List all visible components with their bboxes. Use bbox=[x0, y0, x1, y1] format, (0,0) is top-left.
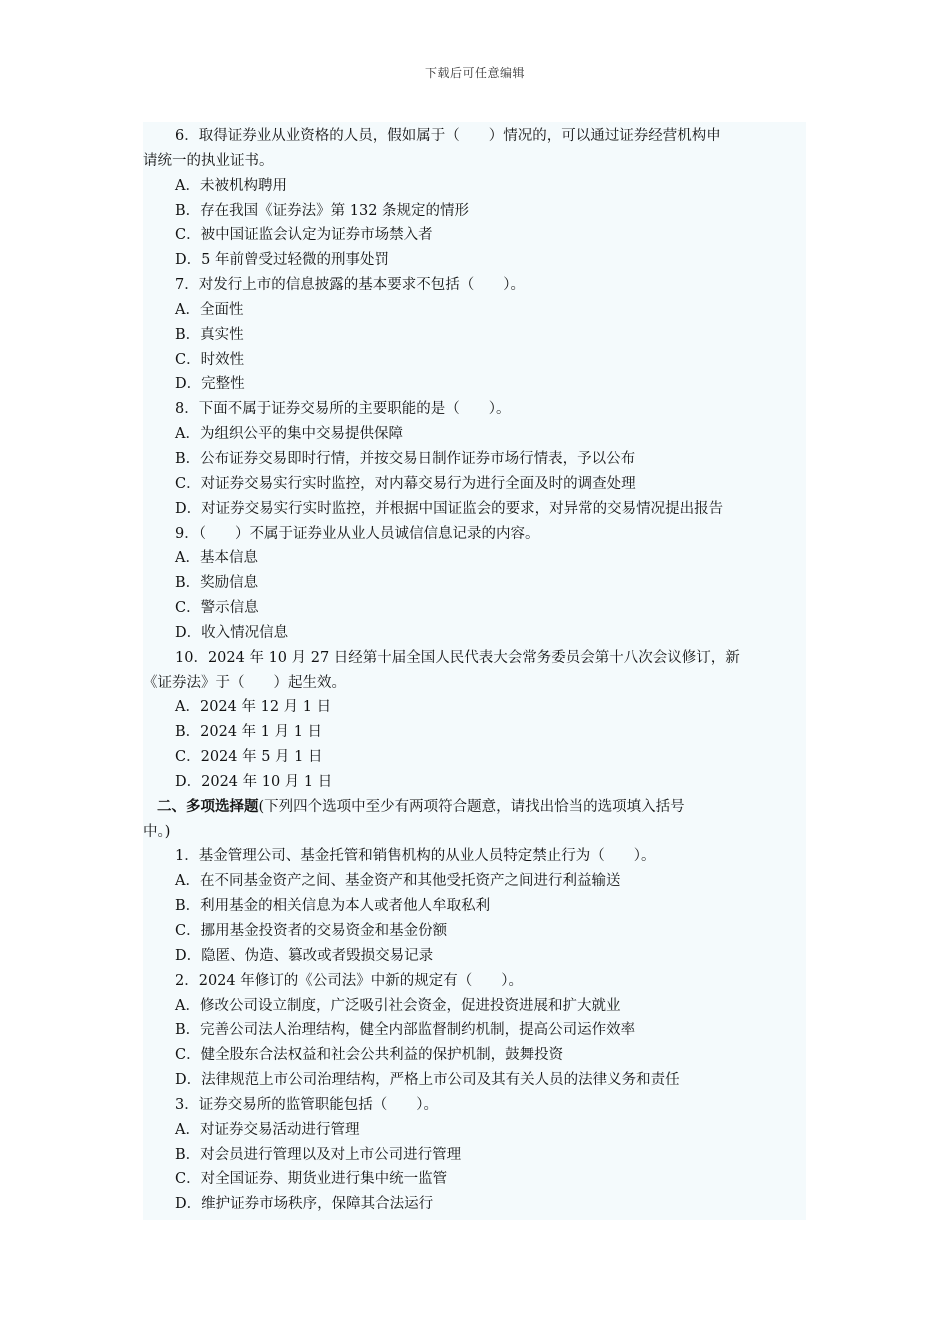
q9-stem: 9．（ ）不属于证券业从业人员诚信信息记录的内容。 bbox=[175, 525, 540, 542]
mq3-option-a: A．对证券交易活动进行管理 bbox=[175, 1121, 360, 1138]
mq1-option-a: A．在不同基金资产之间、基金资产和其他受托资产之间进行利益输送 bbox=[175, 873, 621, 890]
q10-option-c: C．2024 年 5 月 1 日 bbox=[175, 749, 323, 766]
q7-option-c: C．时效性 bbox=[175, 351, 245, 368]
mq3-stem: 3．证券交易所的监管职能包括（ ）。 bbox=[175, 1096, 438, 1113]
mq1-option-b: B．利用基金的相关信息为本人或者他人牟取私利 bbox=[175, 898, 491, 915]
q10-option-a: A．2024 年 12 月 1 日 bbox=[175, 699, 332, 716]
q8-option-b: B．公布证券交易即时行情，并按交易日制作证券市场行情表，予以公布 bbox=[175, 450, 636, 467]
document-body bbox=[143, 122, 806, 1220]
mq2-option-a: A．修改公司设立制度，广泛吸引社会资金，促进投资进展和扩大就业 bbox=[175, 997, 621, 1014]
section2-note: (下列四个选项中至少有两项符合题意，请找出恰当的选项填入括号 bbox=[258, 798, 685, 815]
mq2-option-b: B．完善公司法人治理结构，健全内部监督制约机制，提高公司运作效率 bbox=[175, 1022, 636, 1039]
section2-note-cont: 中。) bbox=[143, 823, 171, 840]
mq2-stem: 2．2024 年修订的《公司法》中新的规定有（ ）。 bbox=[175, 972, 523, 989]
mq2-option-d: D．法律规范上市公司治理结构，严格上市公司及其有关人员的法律义务和责任 bbox=[175, 1072, 680, 1089]
mq3-option-b: B．对会员进行管理以及对上市公司进行管理 bbox=[175, 1146, 462, 1163]
q6-option-a: A．未被机构聘用 bbox=[175, 177, 287, 194]
mq1-option-d: D．隐匿、伪造、篡改或者毁损交易记录 bbox=[175, 947, 434, 964]
q7-option-a: A．全面性 bbox=[175, 301, 244, 318]
q7-option-b: B．真实性 bbox=[175, 326, 244, 343]
q7-option-d: D．完整性 bbox=[175, 376, 245, 393]
q10-option-b: B．2024 年 1 月 1 日 bbox=[175, 724, 323, 741]
page-header: 下载后可任意编辑 bbox=[424, 66, 525, 80]
q8-option-c: C．对证券交易实行实时监控，对内幕交易行为进行全面及时的调查处理 bbox=[175, 475, 636, 492]
q6-option-c: C．被中国证监会认定为证券市场禁入者 bbox=[175, 227, 433, 244]
q7-stem: 7．对发行上市的信息披露的基本要求不包括（ ）。 bbox=[175, 277, 525, 294]
q6-option-d: D．5 年前曾受过轻微的刑事处罚 bbox=[175, 252, 389, 269]
q10-stem: 10．2024 年 10 月 27 日经第十届全国人民代表大会常务委员会第十八次会议修订，新 bbox=[175, 649, 740, 666]
q6-stem-cont: 请统一的执业证书。 bbox=[143, 152, 274, 169]
section2-heading bbox=[143, 795, 806, 820]
mq2-option-c: C．健全股东合法权益和社会公共利益的保护机制，鼓舞投资 bbox=[175, 1047, 564, 1064]
q10-stem-cont: 《证券法》于（ ）起生效。 bbox=[143, 674, 346, 691]
mq3-option-c: C．对全国证券、期货业进行集中统一监管 bbox=[175, 1171, 448, 1188]
q8-stem: 8．下面不属于证券交易所的主要职能的是（ ）。 bbox=[175, 401, 511, 418]
q9-option-d: D．收入情况信息 bbox=[175, 624, 289, 641]
q6-stem: 6．取得证券业从业资格的人员，假如属于（ ）情况的，可以通过证券经营机构申 bbox=[175, 128, 721, 144]
mq1-stem: 1．基金管理公司、基金托管和销售机构的从业人员特定禁止行为（ ）。 bbox=[175, 848, 656, 865]
q9-option-b: B．奖励信息 bbox=[175, 575, 259, 592]
q8-option-a: A．为组织公平的集中交易提供保障 bbox=[175, 426, 403, 443]
q10-option-d: D．2024 年 10 月 1 日 bbox=[175, 773, 333, 790]
mq1-option-c: C．挪用基金投资者的交易资金和基金份额 bbox=[175, 923, 448, 939]
mq3-option-d: D．维护证券市场秩序，保障其合法运行 bbox=[175, 1196, 434, 1213]
q8-option-d: D．对证券交易实行实时监控，并根据中国证监会的要求，对异常的交易情况提出报告 bbox=[175, 500, 724, 517]
q9-option-a: A．基本信息 bbox=[175, 550, 258, 567]
q9-option-c: C．警示信息 bbox=[175, 600, 259, 617]
section2-title: 二、多项选择题 bbox=[157, 797, 259, 815]
q6-option-b: B．存在我国《证券法》第 132 条规定的情形 bbox=[175, 202, 470, 219]
